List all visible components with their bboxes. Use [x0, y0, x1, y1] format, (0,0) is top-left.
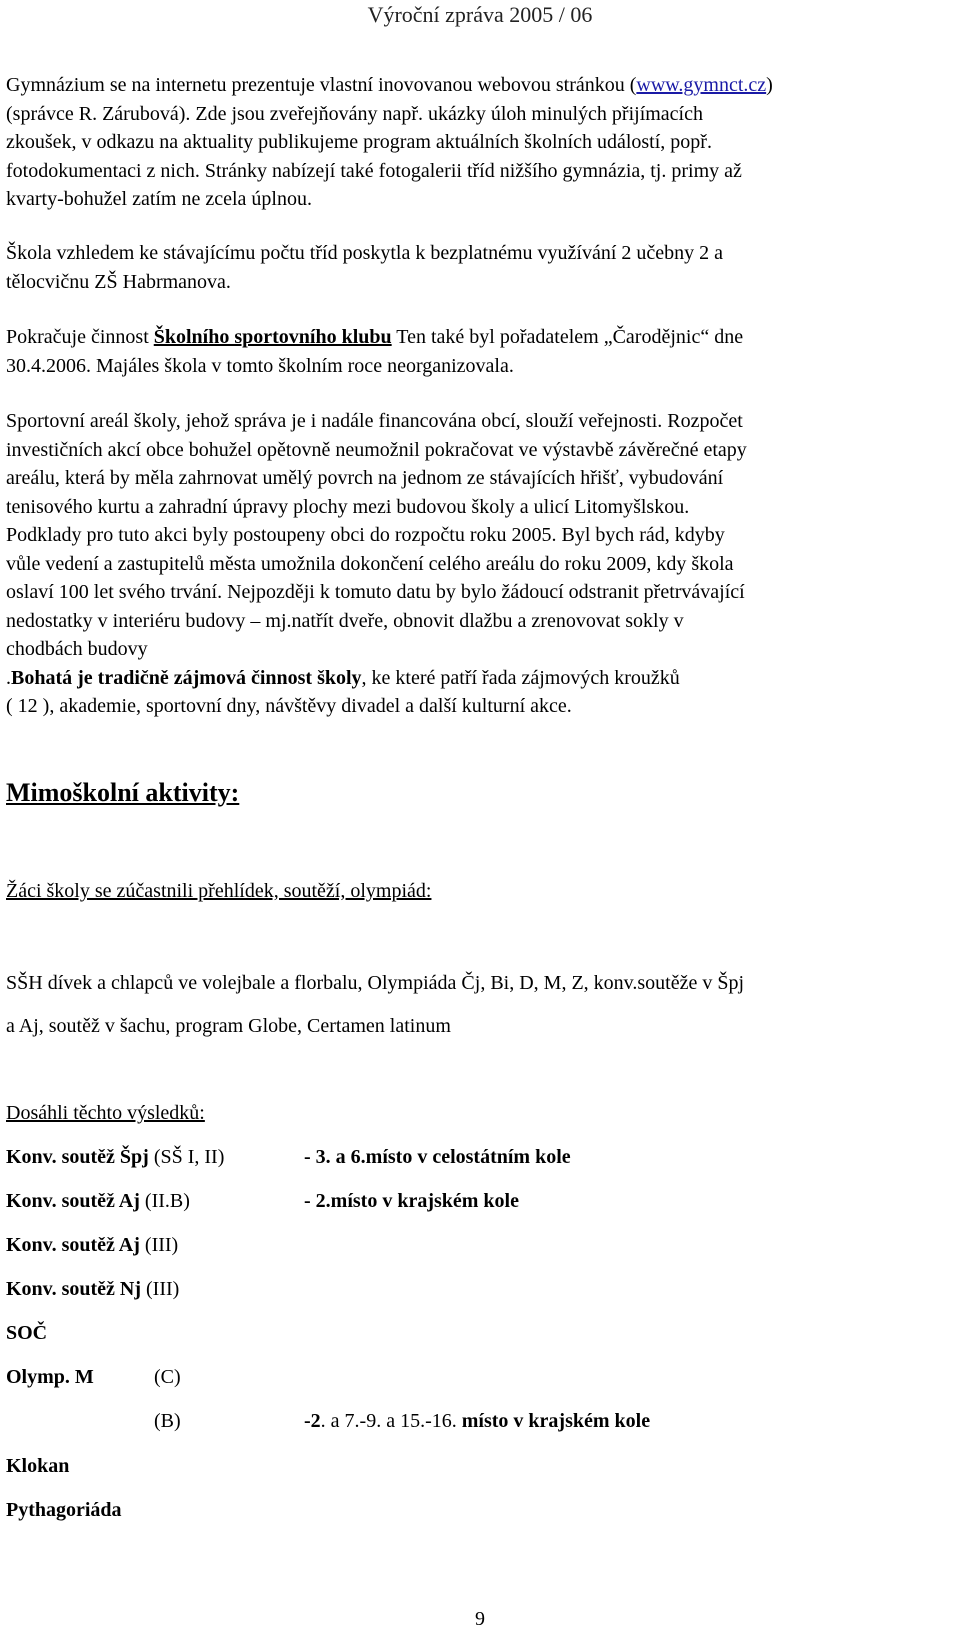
text-line: zkoušek, v odkazu na aktuality publikujeme program aktuálních školních událostí, popř. — [6, 131, 712, 153]
subheading-results: Dosáhli těchto výsledků: — [6, 1102, 205, 1124]
result-category: (C) — [154, 1366, 181, 1388]
website-link[interactable]: www.gymnct.cz — [636, 74, 767, 96]
paragraph-classrooms — [6, 239, 954, 296]
result-value: - 2.místo v krajském kole — [304, 1190, 519, 1212]
text-line: tělocvičnu ZŠ Habrmanova. — [6, 270, 231, 293]
paragraph-sports-club — [6, 323, 954, 380]
text-line: Škola vzhledem ke stávajícímu počtu tříd poskytla k bezplatnému využívání 2 učebny 2 a — [6, 242, 724, 264]
competitions-line: a Aj, soutěž v šachu, program Globe, Certamen latinum — [6, 1015, 451, 1037]
text-line: Gymnázium se na internetu prezentuje vlastní inovovanou webovou stránkou (www.gymnct.cz) — [6, 74, 773, 96]
subheading-competitions: Žáci školy se zúčastnili přehlídek, soutěží, olympiád: — [6, 880, 432, 902]
competitions-line: SŠH dívek a chlapců ve volejbale a florbalu, Olympiáda Čj, Bi, D, M, Z, konv.soutěže v Špj — [6, 972, 745, 994]
text-line: (správce R. Zárubová). Zde jsou zveřejňovány např. ukázky úloh minulých přijímacích — [6, 102, 703, 125]
text-line: investičních akcí obce bohužel opětovně neumožnil pokračovat ve výstavbě závěrečné etapy — [6, 438, 747, 461]
text-line: oslaví 100 let svého trvání. Nejpozději k tomuto datu by bylo žádoucí odstranit přetrvávající — [6, 581, 745, 603]
text-line: 30.4.2006. Majáles škola v tomto školním roce neorganizovala. — [6, 354, 514, 377]
text-line: Sportovní areál školy, jehož správa je i nadále financována obcí, slouží veřejnosti. Rozpočet — [6, 410, 743, 432]
page-header: Výroční zpráva 2005 / 06 — [367, 2, 593, 27]
text-line: .Bohatá je tradičně zájmová činnost školy, ke které patří řada zájmových kroužků — [6, 666, 680, 689]
paragraph-website — [6, 71, 954, 214]
result-row: Konv. soutěž Aj (III) — [6, 1234, 179, 1256]
text-line: tenisového kurtu a zahradní úpravy plochy mezi budovou školy a ulicí Litomyšlskou. — [6, 495, 690, 518]
text-line: ( 12 ), akademie, sportovní dny, návštěvy divadel a další kulturní akce. — [6, 695, 572, 717]
result-value: -2. a 7.-9. a 15.-16. místo v krajském kole — [304, 1410, 651, 1432]
result-category: (B) — [154, 1410, 181, 1432]
text-line: areálu, která by měla zahrnovat umělý povrch na jednom ze stávajících hřišť, vybudování — [6, 467, 724, 489]
text-line: nedostatky v interiéru budovy – mj.natřít dveře, obnovit dlažbu a zrenovovat sokly v — [6, 609, 684, 632]
section-heading: Mimoškolní aktivity: — [6, 778, 240, 807]
result-row: Klokan — [6, 1455, 70, 1477]
result-row: Konv. soutěž Špj (SŠ I, II) — [6, 1146, 225, 1168]
text-line: kvarty-bohužel zatím ne zcela úplnou. — [6, 188, 312, 210]
result-row: Konv. soutěž Nj (III) — [6, 1278, 180, 1300]
result-value: - 3. a 6.místo v celostátním kole — [304, 1146, 571, 1168]
result-row: Konv. soutěž Aj (II.B) — [6, 1190, 190, 1212]
page-number: 9 — [475, 1608, 485, 1630]
text-line: Pokračuje činnost Školního sportovního klubu Ten také byl pořadatelem „Čarodějnic“ dne — [6, 326, 744, 348]
text-line: fotodokumentaci z nich. Stránky nabízejí také fotogalerii tříd nižšího gymnázia, tj. primy až — [6, 159, 742, 182]
result-row: Pythagoriáda — [6, 1499, 122, 1521]
text-line: chodbách budovy — [6, 638, 148, 660]
result-row: SOČ — [6, 1322, 48, 1344]
text-line: vůle vedení a zastupitelů města umožnila dokončení celého areálu do roku 2009, kdy škola — [6, 552, 734, 575]
paragraph-sports-area — [6, 407, 954, 721]
result-row: Olymp. M — [6, 1366, 94, 1388]
text-line: Podklady pro tuto akci byly postoupeny obci do rozpočtu roku 2005. Byl bych rád, kdyby — [6, 524, 725, 546]
